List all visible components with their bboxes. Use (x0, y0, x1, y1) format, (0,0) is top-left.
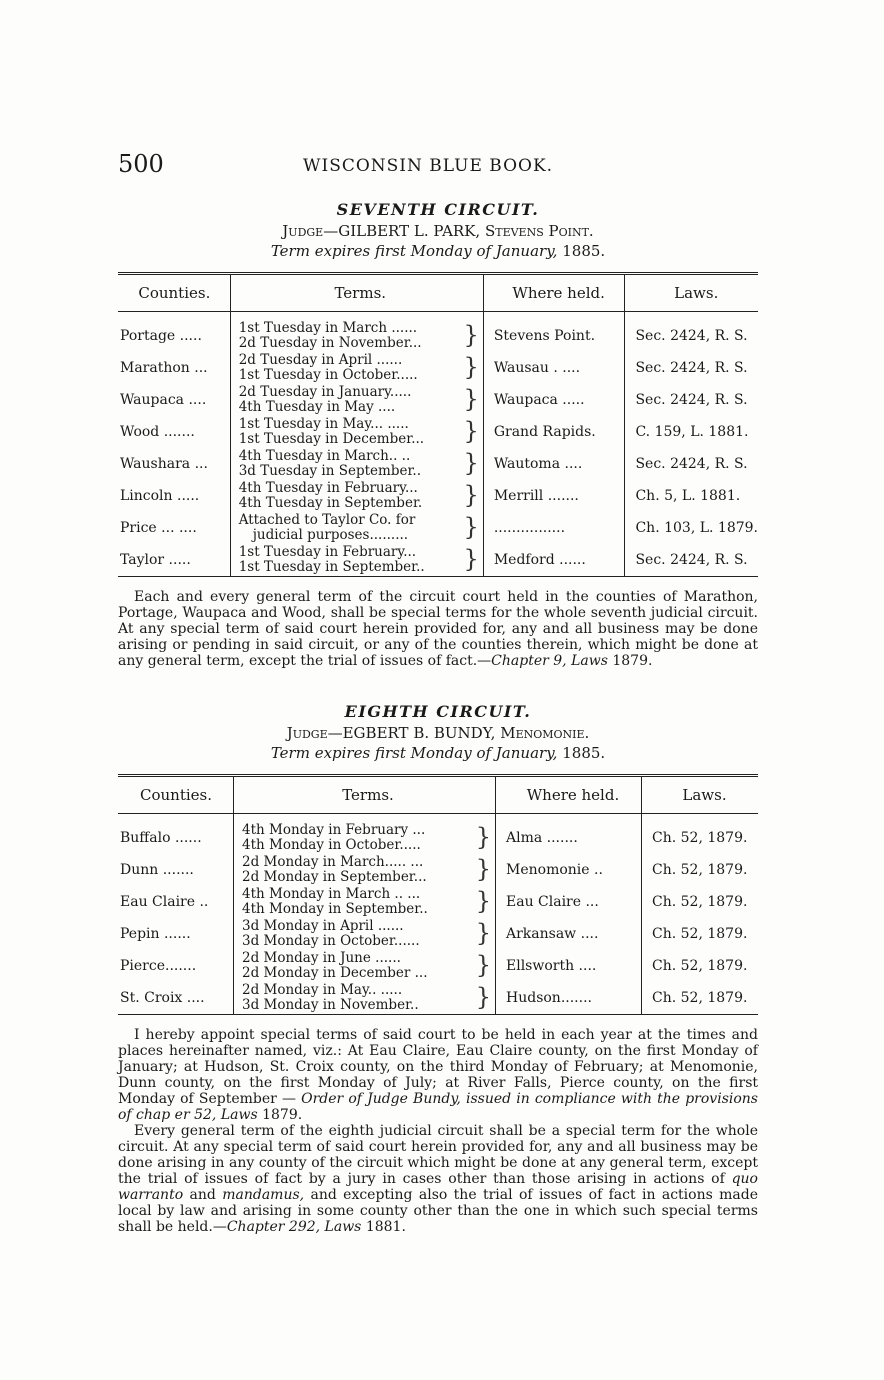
note-citation: Chapter 9, Laws (491, 653, 608, 669)
laws-cell: Ch. 52, 1879. (652, 926, 748, 942)
county-cell: Price ... .... (118, 512, 230, 544)
term-line-1: 2d Tuesday in January..... (238, 384, 412, 400)
seventh-circuit-table (118, 272, 758, 577)
term-year: 1885. (562, 744, 606, 762)
table-row (118, 544, 758, 577)
table-header-row (118, 274, 758, 312)
brace-icon: } (475, 983, 491, 1011)
county-cell: Pierce....... (118, 950, 234, 982)
terms-cell (230, 544, 483, 577)
term-line-2: 4th Monday in September.. (242, 901, 428, 917)
note-citation: Order of Judge Bundy, issued in compliance with the provisions of chap er 52, Laws (118, 1091, 758, 1123)
brace-icon: } (475, 919, 491, 947)
table-row (118, 814, 758, 855)
terms-cell (230, 312, 483, 353)
term-line-2: 2d Monday in September... (242, 869, 427, 885)
terms-cell (230, 448, 483, 480)
term-line-1: Attached to Taylor Co. for (238, 512, 416, 528)
laws-cell: Ch. 52, 1879. (652, 862, 748, 878)
table-row (118, 982, 758, 1015)
term-line-2: 4th Monday in October..... (242, 837, 421, 853)
term-line-2: 1st Tuesday in October..... (238, 367, 418, 383)
brace-icon: } (475, 951, 491, 979)
seventh-judge-line (118, 222, 758, 240)
where-cell: Menomonie .. (496, 854, 642, 886)
county-cell: St. Croix .... (118, 982, 234, 1015)
header-where-held: Where held. (496, 776, 642, 814)
table-row (118, 352, 758, 384)
note-text-continued: and excepting also the trial of issues of fact in actions made local by law and arising in some county other than the one in which such special terms shall be held.— (118, 1187, 759, 1235)
county-cell: Portage ..... (118, 312, 230, 353)
table-row (118, 384, 758, 416)
table-row (118, 312, 758, 353)
brace-icon: } (463, 481, 479, 509)
judge-prefix: Judge (282, 222, 324, 240)
eighth-circuit-section (118, 702, 758, 1235)
term-line-2: 3d Tuesday in September.. (238, 463, 422, 479)
where-cell: Grand Rapids. (483, 416, 625, 448)
laws-cell: Ch. 5, L. 1881. (635, 488, 741, 504)
eighth-circuit-title: EIGHTH CIRCUIT. (344, 702, 532, 721)
eighth-judge-line (118, 724, 758, 742)
county-cell: Eau Claire .. (118, 886, 234, 918)
county-cell: Waupaca .... (118, 384, 230, 416)
term-year: 1885. (562, 242, 606, 260)
judge-name: —GILBERT L. PARK, (323, 222, 481, 240)
term-line-2: 1st Tuesday in September.. (238, 559, 425, 575)
judge-name: —EGBERT B. BUNDY, (327, 724, 496, 742)
eighth-circuit-note-2 (118, 1123, 758, 1235)
laws-cell: Sec. 2424, R. S. (635, 392, 748, 408)
terms-cell (234, 918, 496, 950)
term-line-1: 2d Monday in May.. ..... (242, 982, 403, 998)
judge-prefix: Judge (286, 724, 328, 742)
brace-icon: } (463, 385, 479, 413)
note-year: 1879. (262, 1107, 303, 1123)
note-text: I hereby appoint special terms of said court to be held in each year at the times and places hereinafter named, viz.: At Eau Claire, Eau Claire county, on the first Monday of January; at Hudson, St. Croix county, on the third Monday of February; at Menomonie, Dunn county, on the first Monday of July; at River Falls, Pierce county, on the first Monday of September — (118, 1027, 758, 1107)
eighth-term-line (118, 744, 758, 762)
brace-icon: } (463, 513, 479, 541)
judge-place: Menomonie. (500, 724, 590, 742)
terms-cell (234, 814, 496, 855)
county-cell: Taylor ..... (118, 544, 230, 577)
eighth-circuit-note-1 (118, 1027, 758, 1123)
where-cell: Arkansaw .... (496, 918, 642, 950)
table-row (118, 448, 758, 480)
laws-cell: Ch. 52, 1879. (642, 982, 759, 1015)
terms-cell (234, 950, 496, 982)
term-line-2: 2d Tuesday in November... (238, 335, 422, 351)
terms-cell (230, 480, 483, 512)
header-laws: Laws. (625, 274, 758, 312)
county-cell: Dunn ....... (118, 854, 234, 886)
term-line-2: 2d Monday in December ... (242, 965, 428, 981)
county-cell: Marathon ... (118, 352, 230, 384)
where-cell: Hudson....... (496, 982, 642, 1015)
seventh-circuit-title: SEVENTH CIRCUIT. (336, 200, 540, 219)
where-cell: Waupaca ..... (483, 384, 625, 416)
laws-cell: Sec. 2424, R. S. (635, 360, 748, 376)
term-line-2: judicial purposes......... (252, 527, 409, 543)
terms-cell (234, 982, 496, 1015)
term-line-2: 3d Monday in October...... (242, 933, 420, 949)
header-laws: Laws. (642, 776, 759, 814)
laws-cell: Sec. 2424, R. S. (625, 544, 758, 577)
note-text: Every general term of the eighth judicial circuit shall be a special term for the whole circuit. At any special term of said court herein provided for, any and all business may be done arising in any county of the circuit which might be done at any general term, except the trial of issues of fact by a jury in cases other than those arising in actions of (118, 1123, 758, 1187)
term-line-2: 3d Monday in November.. (242, 997, 419, 1013)
where-cell: Stevens Point. (483, 312, 625, 353)
brace-icon: } (463, 449, 479, 477)
term-line-2: 4th Tuesday in May .... (238, 399, 396, 415)
table-row (118, 950, 758, 982)
header-counties: Counties. (118, 776, 234, 814)
term-text: Term expires first Monday of January, (270, 242, 558, 260)
header-counties: Counties. (118, 274, 230, 312)
note-year: 1881. (365, 1219, 406, 1235)
note-citation: Chapter 292, Laws (226, 1219, 362, 1235)
table-row (118, 854, 758, 886)
judge-place: Stevens Point. (484, 222, 594, 240)
laws-cell: Sec. 2424, R. S. (635, 328, 748, 344)
terms-cell (230, 512, 483, 544)
where-cell: Wausau . .... (483, 352, 625, 384)
seventh-circuit-section (118, 200, 758, 669)
note-text-and: and (189, 1187, 216, 1203)
terms-cell (234, 886, 496, 918)
term-text: Term expires first Monday of January, (270, 744, 558, 762)
term-line-1: 4th Tuesday in February... (238, 480, 418, 496)
where-cell: Alma ....... (496, 814, 642, 855)
laws-cell: C. 159, L. 1881. (635, 424, 749, 440)
laws-cell: Ch. 52, 1879. (652, 830, 748, 846)
laws-cell: Sec. 2424, R. S. (635, 456, 748, 472)
brace-icon: } (475, 823, 491, 851)
brace-icon: } (463, 353, 479, 381)
eighth-circuit-table (118, 774, 758, 1015)
note-text: Each and every general term of the circuit court held in the counties of Marathon, Portage, Waupaca and Wood, shall be special terms for the whole seventh judicial circuit. At any special term of said court herein provided for, any and all business may be done arising or pending in said circuit, or any of the counties therein, which might be done at any general term, except the trial of issues of fact.— (118, 589, 758, 669)
county-cell: Wood ....... (118, 416, 230, 448)
terms-cell (230, 384, 483, 416)
brace-icon: } (463, 321, 479, 349)
term-line-1: 3d Monday in April ...... (242, 918, 404, 934)
where-cell: Wautoma .... (483, 448, 625, 480)
where-cell: Ellsworth .... (496, 950, 642, 982)
page-number: 500 (118, 150, 164, 178)
term-line-1: 1st Tuesday in February... (238, 544, 417, 560)
where-cell: Eau Claire ... (496, 886, 642, 918)
county-cell: Waushara ... (118, 448, 230, 480)
header-terms: Terms. (234, 776, 496, 814)
table-row (118, 886, 758, 918)
note-term-quo-warranto: quo warranto (118, 1171, 758, 1203)
term-line-1: 2d Monday in June ...... (242, 950, 401, 966)
page-header (118, 150, 758, 184)
terms-cell (234, 854, 496, 886)
term-line-1: 2d Tuesday in April ...... (238, 352, 403, 368)
note-year: 1879. (612, 653, 653, 669)
brace-icon: } (475, 855, 491, 883)
laws-cell: Ch. 52, 1879. (652, 894, 748, 910)
terms-cell (230, 352, 483, 384)
table-row (118, 480, 758, 512)
seventh-term-line (118, 242, 758, 260)
seventh-circuit-note (118, 589, 758, 669)
terms-cell (230, 416, 483, 448)
laws-cell: Ch. 52, 1879. (652, 958, 748, 974)
header-terms: Terms. (230, 274, 483, 312)
term-line-1: 1st Tuesday in March ...... (238, 320, 418, 336)
county-cell: Lincoln ..... (118, 480, 230, 512)
term-line-1: 2d Monday in March..... ... (242, 854, 424, 870)
where-cell: ................ (483, 512, 625, 544)
header-where-held: Where held. (483, 274, 625, 312)
where-cell: Medford ...... (483, 544, 625, 577)
running-head: WISCONSIN BLUE BOOK. (303, 156, 554, 176)
brace-icon: } (463, 545, 479, 573)
brace-icon: } (463, 417, 479, 445)
term-line-2: 4th Tuesday in September. (238, 495, 423, 511)
term-line-2: 1st Tuesday in December... (238, 431, 425, 447)
table-row (118, 918, 758, 950)
laws-cell: Ch. 103, L. 1879. (635, 520, 758, 536)
term-line-1: 4th Monday in March .. ... (242, 886, 421, 902)
brace-icon: } (475, 887, 491, 915)
table-header-row (118, 776, 758, 814)
table-row (118, 416, 758, 448)
county-cell: Buffalo ...... (118, 814, 234, 855)
term-line-1: 4th Tuesday in March.. .. (238, 448, 411, 464)
table-row (118, 512, 758, 544)
term-line-1: 4th Monday in February ... (242, 822, 426, 838)
county-cell: Pepin ...... (118, 918, 234, 950)
term-line-1: 1st Tuesday in May... ..... (238, 416, 409, 432)
note-term-mandamus: mandamus, (222, 1187, 305, 1203)
where-cell: Merrill ....... (483, 480, 625, 512)
